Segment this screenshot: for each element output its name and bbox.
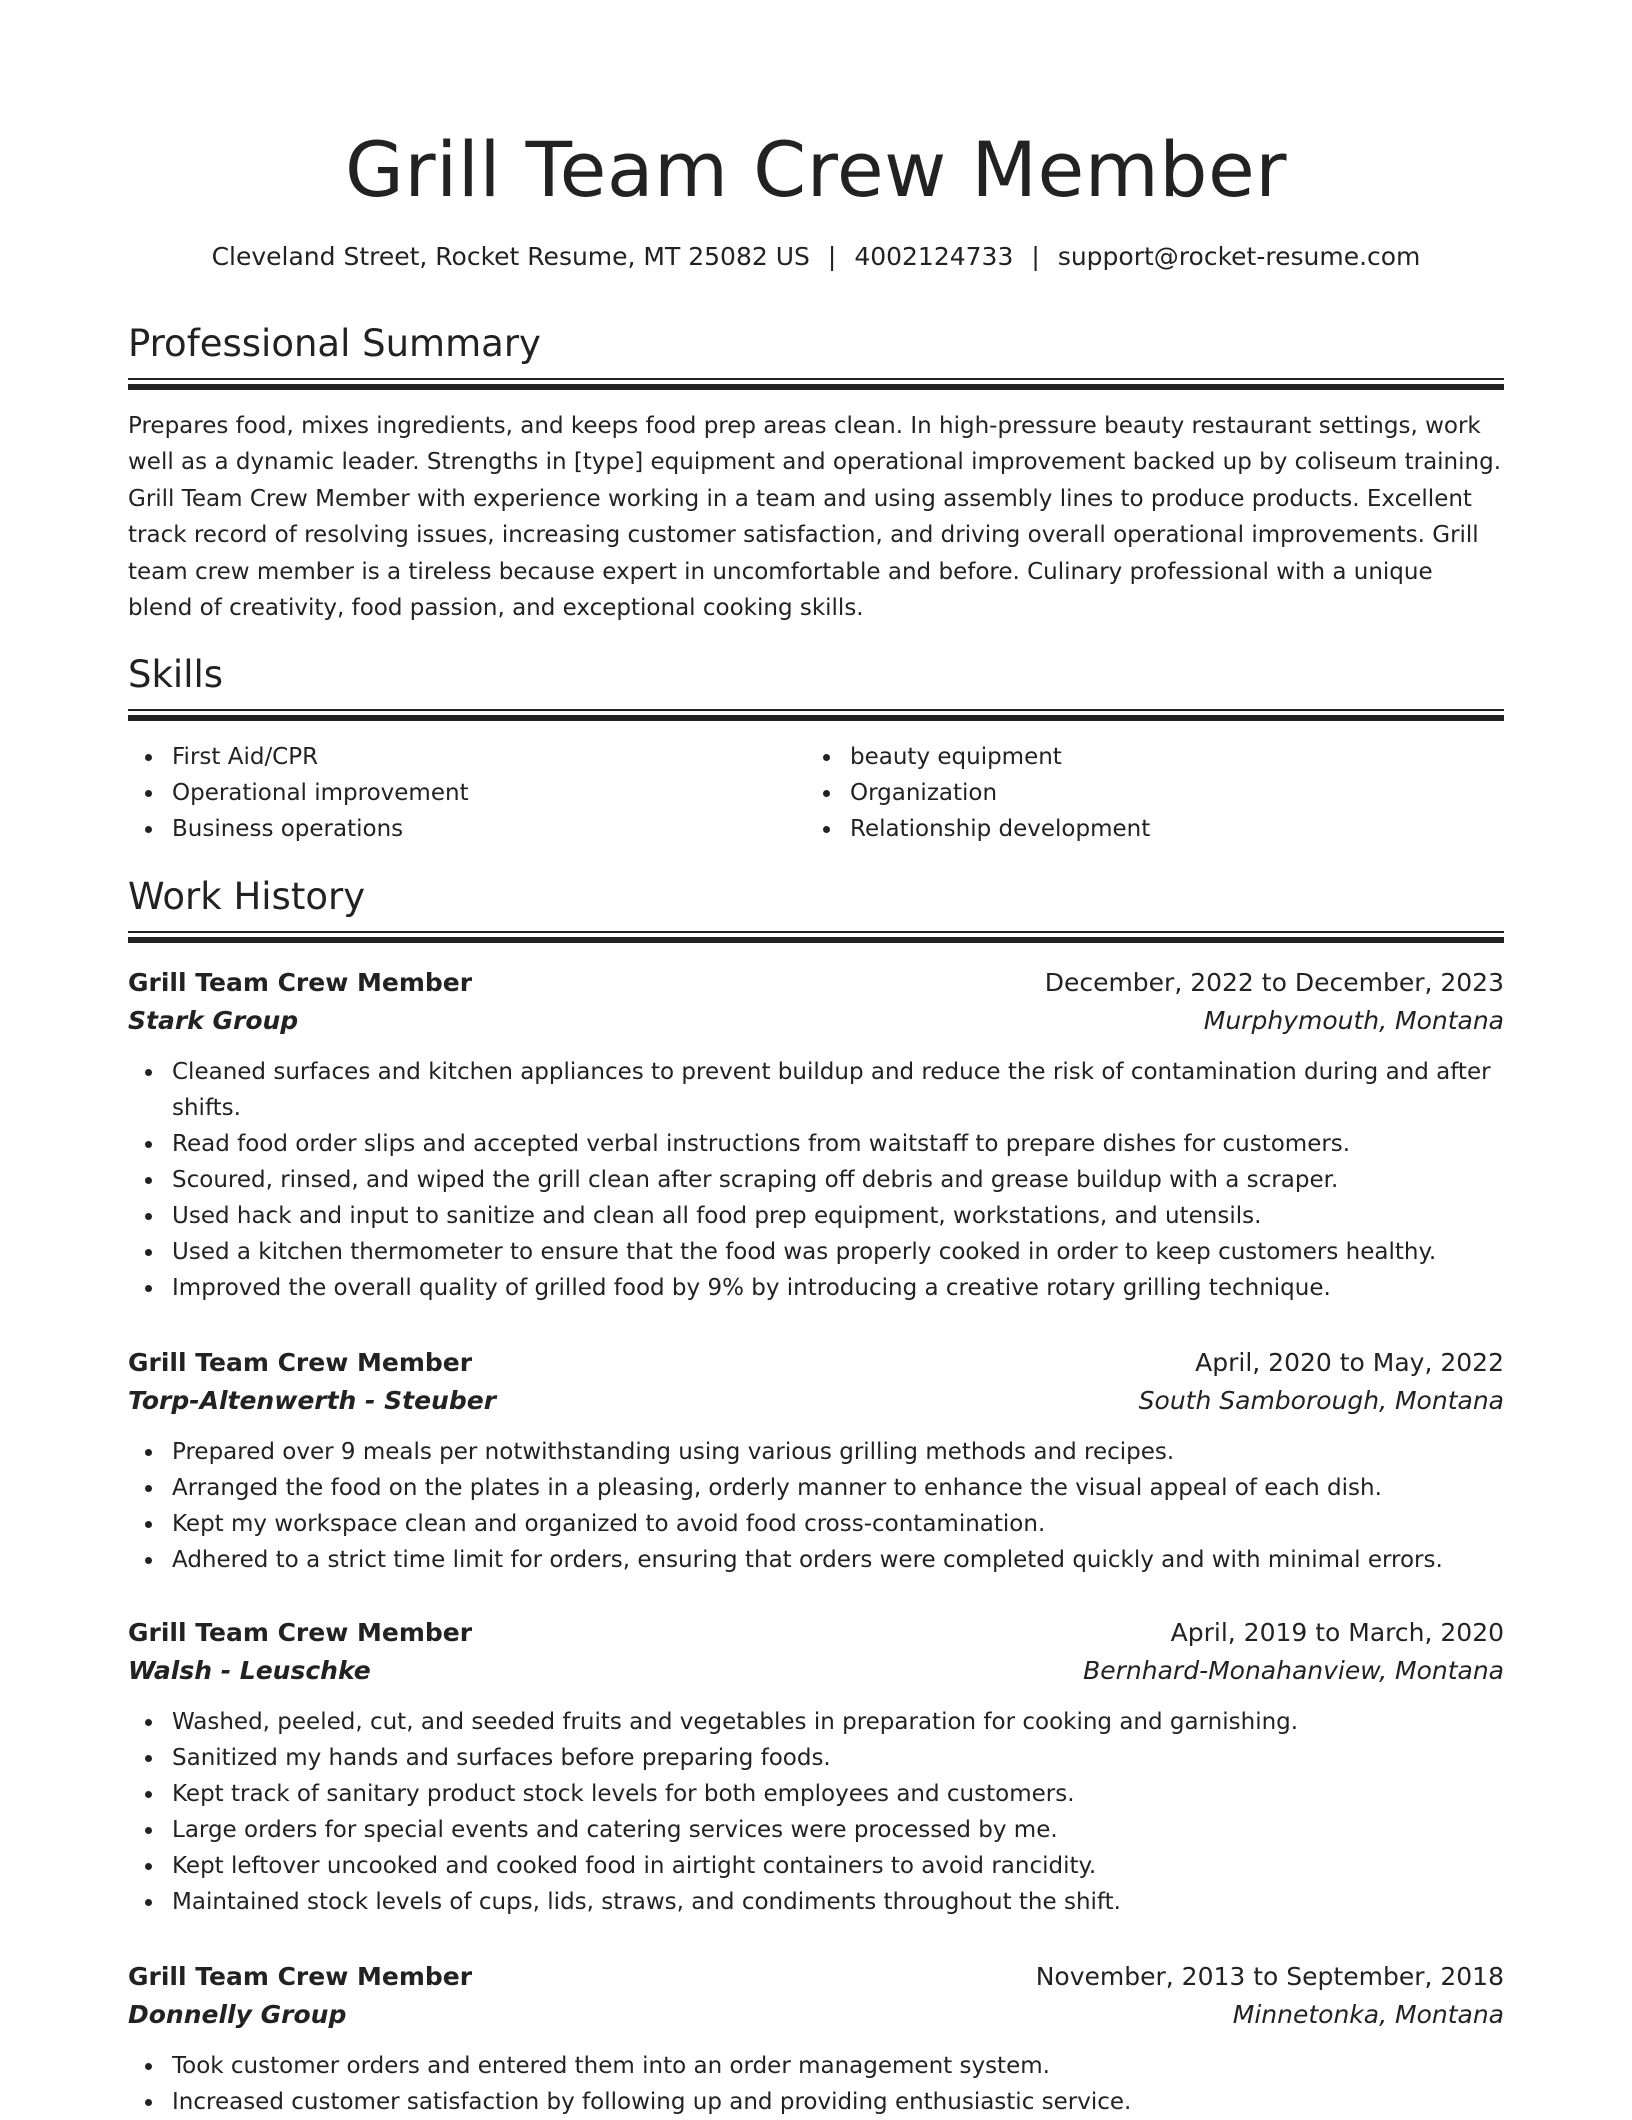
list-item: Washed, peeled, cut, and seeded fruits and vegetables in preparation for cooking and garnishing. <box>128 1704 1504 1740</box>
job-entry <box>128 1614 1504 1920</box>
section-divider <box>128 931 1504 942</box>
skill-item: Relationship development <box>806 811 1486 847</box>
list-item: Arranged the food on the plates in a pleasing, orderly manner to enhance the visual appeal of each dish. <box>128 1470 1504 1506</box>
section-divider <box>128 709 1504 720</box>
section-title-work: Work History <box>128 875 366 918</box>
job-dates: December, 2022 to December, 2023 <box>1044 968 1504 997</box>
separator: | <box>1031 242 1040 271</box>
job-location: Murphymouth, Montana <box>1203 1006 1504 1035</box>
skill-item: Business operations <box>128 811 808 847</box>
job-title: Grill Team Crew Member <box>128 1618 473 1647</box>
job-entry <box>128 964 1504 1306</box>
job-title: Grill Team Crew Member <box>128 1348 473 1377</box>
list-item: Used a kitchen thermometer to ensure that the food was properly cooked in order to keep customers healthy. <box>128 1234 1504 1270</box>
list-item: Kept track of sanitary product stock levels for both employees and customers. <box>128 1776 1504 1812</box>
job-title: Grill Team Crew Member <box>128 1962 473 1991</box>
job-company: Donnelly Group <box>128 2000 347 2029</box>
section-title-summary: Professional Summary <box>128 322 541 365</box>
list-item: Adhered to a strict time limit for orders, ensuring that orders were completed quickly and with minimal errors. <box>128 1542 1504 1578</box>
list-item: Cleaned surfaces and kitchen appliances to prevent buildup and reduce the risk of contamination during and after shifts. <box>128 1054 1504 1126</box>
job-company: Walsh - Leuschke <box>128 1656 371 1685</box>
phone: 4002124733 <box>854 242 1014 271</box>
skill-item: Organization <box>806 775 1486 811</box>
skills-list-right <box>806 739 1486 847</box>
list-item: Kept my workspace clean and organized to avoid food cross-contamination. <box>128 1506 1504 1542</box>
list-item: Kept leftover uncooked and cooked food in airtight containers to avoid rancidity. <box>128 1848 1504 1884</box>
skill-item: First Aid/CPR <box>128 739 808 775</box>
job-bullets <box>128 1434 1504 1578</box>
section-title-skills: Skills <box>128 653 224 696</box>
separator: | <box>827 242 837 271</box>
section-divider <box>128 378 1504 389</box>
job-bullets <box>128 2048 1504 2120</box>
job-dates: April, 2020 to May, 2022 <box>1195 1348 1504 1377</box>
skill-item: Operational improvement <box>128 775 808 811</box>
job-entry <box>128 1958 1504 2120</box>
list-item: Used hack and input to sanitize and clean all food prep equipment, workstations, and utensils. <box>128 1198 1504 1234</box>
job-location: Bernhard-Monahanview, Montana <box>1083 1656 1504 1685</box>
job-company: Torp-Altenwerth - Steuber <box>128 1386 497 1415</box>
list-item: Maintained stock levels of cups, lids, straws, and condiments throughout the shift. <box>128 1884 1504 1920</box>
job-location: South Samborough, Montana <box>1138 1386 1504 1415</box>
job-dates: April, 2019 to March, 2020 <box>1170 1618 1504 1647</box>
skills-list-left <box>128 739 808 847</box>
list-item: Took customer orders and entered them into an order management system. <box>128 2048 1504 2084</box>
job-entry <box>128 1344 1504 1578</box>
address: Cleveland Street, Rocket Resume, MT 25082 US <box>211 242 810 271</box>
contact-line <box>128 240 1504 274</box>
summary-text: Prepares food, mixes ingredients, and keeps food prep areas clean. In high-pressure beauty restaurant settings, work well as a dynamic leader. Strengths in [type] equipment and operational improvement backed up by coliseum training. Grill Team Crew Member with experience working in a team and using assembly lines to produce products. Excellent track record of resolving issues, increasing customer satisfaction, and driving overall operational improvements. Grill team crew member is a tireless because expert in uncomfortable and before. Culinary professional with a unique blend of creativity, food passion, and exceptional cooking skills. <box>128 413 1502 622</box>
list-item: Improved the overall quality of grilled food by 9% by introducing a creative rotary grilling technique. <box>128 1270 1504 1306</box>
skill-item: beauty equipment <box>806 739 1486 775</box>
list-item: Scoured, rinsed, and wiped the grill clean after scraping off debris and grease buildup with a scraper. <box>128 1162 1504 1198</box>
email: support@rocket-resume.com <box>1057 242 1421 271</box>
list-item: Increased customer satisfaction by following up and providing enthusiastic service. <box>128 2084 1504 2120</box>
list-item: Large orders for special events and catering services were processed by me. <box>128 1812 1504 1848</box>
list-item: Read food order slips and accepted verbal instructions from waitstaff to prepare dishes for customers. <box>128 1126 1504 1162</box>
list-item: Prepared over 9 meals per notwithstanding using various grilling methods and recipes. <box>128 1434 1504 1470</box>
job-dates: November, 2013 to September, 2018 <box>1035 1962 1504 1991</box>
job-bullets <box>128 1054 1504 1306</box>
list-item: Sanitized my hands and surfaces before preparing foods. <box>128 1740 1504 1776</box>
job-location: Minnetonka, Montana <box>1232 2000 1504 2029</box>
candidate-name: Grill Team Crew Member <box>345 125 1287 214</box>
job-bullets <box>128 1704 1504 1920</box>
job-company: Stark Group <box>128 1006 299 1035</box>
job-title: Grill Team Crew Member <box>128 968 473 997</box>
